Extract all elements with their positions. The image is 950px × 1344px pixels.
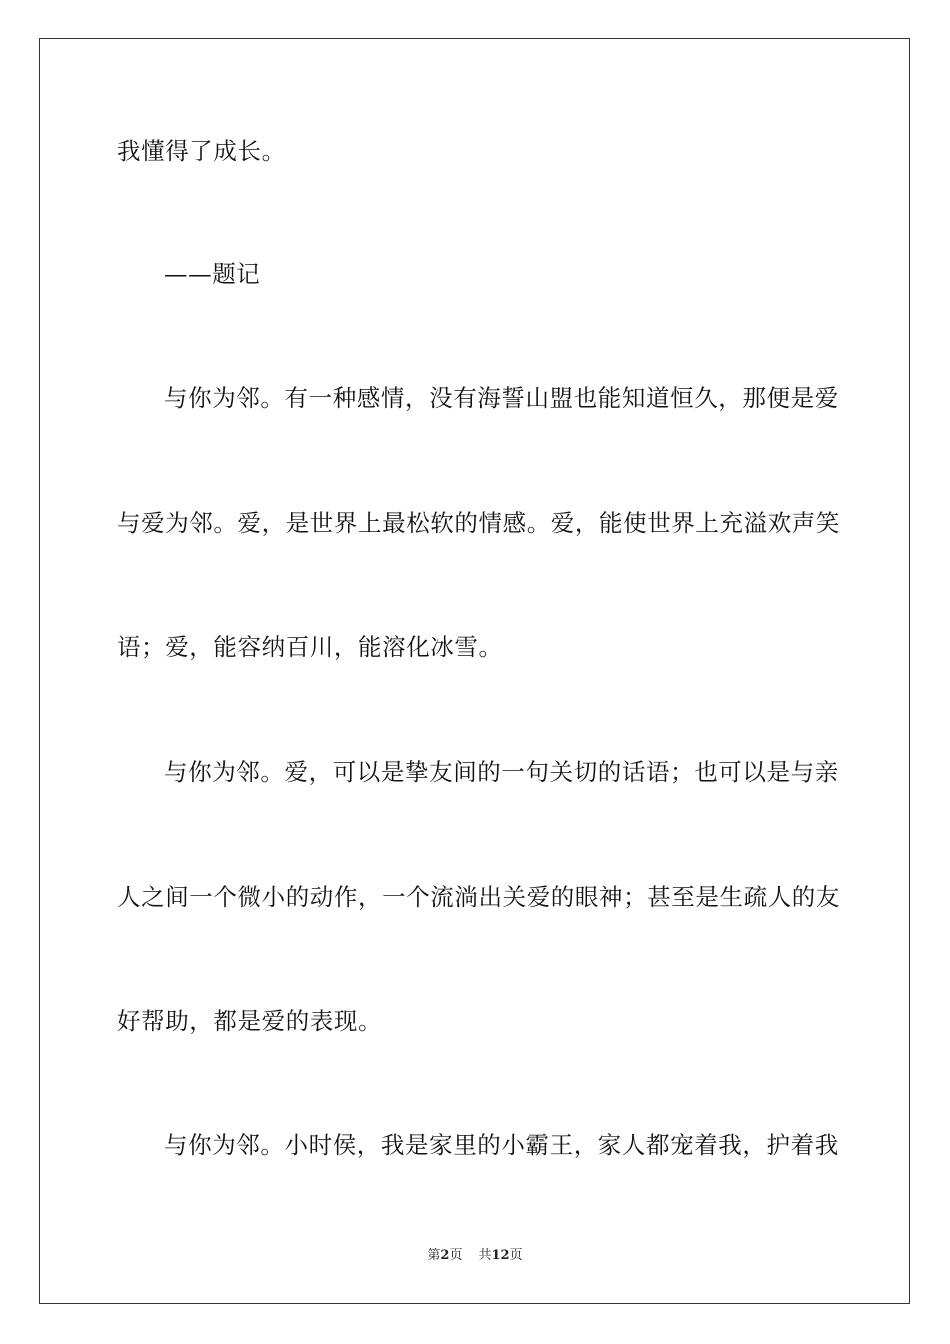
page-suffix: 页 <box>449 1248 463 1263</box>
page-number: 2 <box>440 1248 450 1263</box>
page-border <box>39 38 910 1304</box>
paragraph-1-line-2: 与爱为邻。爱，是世界上最松软的情感。爱，能使世界上充溢欢声笑 <box>117 509 840 537</box>
paragraph-1-line-1: 与你为邻。有一种感情，没有海誓山盟也能知道恒久，那便是爱 <box>164 384 839 412</box>
total-pages: 12 <box>491 1248 510 1263</box>
text-line-1: 我懂得了成长。 <box>117 137 286 165</box>
page-footer <box>0 1247 950 1265</box>
total-prefix: 共 <box>478 1248 492 1263</box>
epigraph-attribution: ——题记 <box>164 260 261 288</box>
paragraph-2-line-2: 人之间一个微小的动作，一个流淌出关爱的眼神；甚至是生疏人的友 <box>117 883 840 911</box>
total-suffix: 页 <box>509 1248 523 1263</box>
page-prefix: 第 <box>427 1248 441 1263</box>
paragraph-1-line-3: 语；爱，能容纳百川，能溶化冰雪。 <box>117 633 503 661</box>
paragraph-3-line-1: 与你为邻。小时侯，我是家里的小霸王，家人都宠着我，护着我 <box>164 1131 839 1159</box>
paragraph-2-line-3: 好帮助，都是爱的表现。 <box>117 1007 383 1035</box>
paragraph-2-line-1: 与你为邻。爱，可以是挚友间的一句关切的话语；也可以是与亲 <box>164 758 839 786</box>
